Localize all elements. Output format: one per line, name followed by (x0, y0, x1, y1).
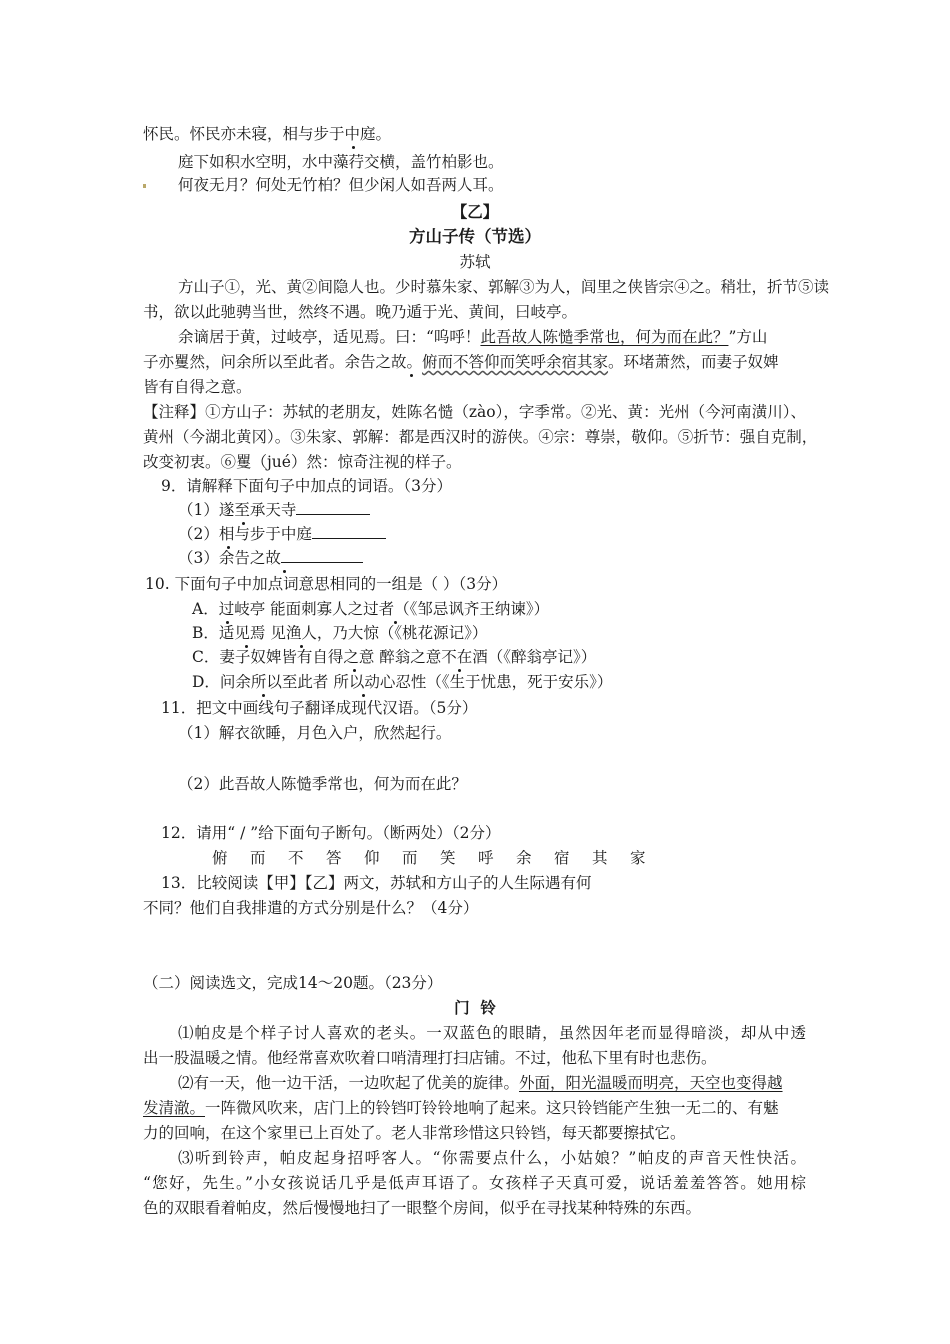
emphasis-dot (410, 374, 413, 377)
note-line-3: 改变初衷。⑥矍（jué）然：惊奇注视的样子。 (143, 453, 462, 471)
story-p3-line-1: ⑶听到铃声，帕皮起身招呼客人。“你需要点什么，小姑娘？”帕皮的声音天性快活。 (178, 1149, 806, 1167)
yi-p1-line-1: 方山子①，光、黄②间隐人也。少时慕朱家、郭解③为人，闾里之侠皆宗④之。稍壮，折节⑤读 (178, 278, 830, 296)
option-a: A．过岐亭 能面刺寡人之过者（《邹忌讽齐王纳谏》） (192, 600, 550, 618)
underlined-sentence: 发清澈。 (143, 1099, 206, 1117)
sentence-char: 呼 (478, 849, 494, 867)
question-9: 9．请解释下面句子中加点的词语。（3分） (161, 477, 452, 495)
story-p3-line-3: 色的双眼看着帕皮，然后慢慢地扫了一眼整个房间，似乎在寻找某种特殊的东西。 (143, 1199, 702, 1217)
yi-p2-line-1 (178, 326, 767, 348)
yi-p2-text: 余谪居于黄，过岐亭，适见焉。曰：“呜呼！ (178, 328, 481, 346)
jia-line-3: 何夜无月？何处无竹柏？但少闲人如吾两人耳。 (178, 176, 504, 194)
q9-1-text: （1）遂至承天寺 (178, 501, 297, 519)
question-13-line-2: 不同？他们自我排遣的方式分别是什么？（4分） (143, 899, 479, 917)
yi-p2-line-3: 皆有自得之意。 (143, 378, 252, 396)
sentence-char: 笑 (440, 849, 456, 867)
question-9-1 (178, 499, 370, 521)
sentence-char: 答 (326, 849, 342, 867)
yi-p2-text: 子亦矍然，问余所以至此者。余告之故。 (143, 353, 423, 371)
underlined-sentence: 外面，阳光温暖而明亮，天空也变得越 (519, 1074, 783, 1092)
yi-author: 苏轼 (459, 253, 491, 271)
q9-2-text: （2）相与步于中庭 (178, 525, 312, 543)
question-13-line-1: 13．比较阅读【甲】【乙】两文，苏轼和方山子的人生际遇有何 (161, 874, 592, 892)
question-12: 12．请用“ / ”给下面句子断句。（断两处）（2分） (161, 824, 501, 842)
question-9-2 (178, 523, 386, 545)
question-11-2: （2）此吾故人陈慥季常也，何为而在此？ (178, 775, 467, 793)
section-2-heading: （二）阅读选文，完成14～20题。（23分） (143, 974, 443, 992)
yi-p2-text: 。环堵萧然，而妻子奴婢 (608, 353, 779, 371)
story-p2-line-2 (143, 1097, 779, 1119)
sentence-char: 而 (402, 849, 418, 867)
yi-p2-text: ”方山 (728, 328, 768, 346)
answer-blank[interactable] (296, 499, 370, 515)
answer-blank[interactable] (312, 523, 386, 539)
underlined-sentence-2: 俯而不答仰而笑呼余宿其家 (422, 353, 609, 371)
q9-3-text: （3）余告之故 (178, 549, 281, 567)
story-p1-line-1: ⑴帕皮是个样子讨人喜欢的老头。一双蓝色的眼睛，虽然因年老而显得暗淡，却从中透 (178, 1024, 806, 1042)
underlined-sentence-1: 此吾故人陈慥季常也，何为而在此？ (480, 328, 729, 346)
note-line-2: 黄州（今湖北黄冈）。③朱家、郭解：都是西汉时的游侠。④宗：尊崇，敬仰。⑤折节：强自克制， (143, 428, 818, 446)
option-b: B．适见焉 见渔人，乃大惊（《桃花源记》） (192, 624, 488, 642)
question-11: 11．把文中画线句子翻译成现代汉语。（5分） (161, 699, 478, 717)
answer-blank[interactable] (281, 547, 363, 563)
sentence-char: 而 (250, 849, 266, 867)
question-10: 10. 下面句子中加点词意思相同的一组是（ ）（3分） (145, 575, 508, 593)
sentence-char: 余 (516, 849, 532, 867)
sentence-char: 宿 (554, 849, 570, 867)
story-title: 门 铃 (454, 998, 496, 1017)
jia-line-1: 怀民。怀民亦未寝，相与步于中庭。 (143, 125, 392, 143)
yi-tag: 【乙】 (451, 202, 499, 221)
question-11-1: （1）解衣欲睡，月色入户，欣然起行。 (178, 724, 452, 742)
sentence-char: 家 (630, 849, 646, 867)
scan-mark (143, 184, 146, 188)
option-d: D．问余所以至此者 所以动心忍性（《生于忧患，死于安乐》） (192, 673, 613, 691)
story-text: 一阵微风吹来，店门上的铃铛叮铃铃地响了起来。这只铃铛能产生独一无二的、有魅 (205, 1099, 779, 1117)
yi-p2-line-2 (143, 351, 779, 373)
sentence-char: 仰 (364, 849, 380, 867)
punctuation-sentence[interactable] (212, 847, 668, 869)
note-line-1: 【注释】①方山子：苏轼的老朋友，姓陈名慥（zào），字季常。②光、黄：光州（今河南潢川）、 (143, 403, 806, 421)
sentence-char: 不 (288, 849, 304, 867)
story-p3-line-2: “您好，先生。”小女孩说话几乎是低声耳语了。女孩样子天真可爱，说话羞羞答答。她用棕 (143, 1174, 806, 1192)
story-text: ⑵有一天，他一边干活，一边吹起了优美的旋律。 (178, 1074, 520, 1092)
story-p2-line-3: 力的回响，在这个家里已上百处了。老人非常珍惜这只铃铛，每天都要擦拭它。 (143, 1124, 686, 1142)
yi-p1-line-2: 书，欲以此驰骋当世，然终不遇。晚乃遁于光、黄间，曰岐亭。 (143, 303, 578, 321)
sentence-char: 俯 (212, 849, 228, 867)
sentence-char: 其 (592, 849, 608, 867)
story-p2-line-1 (178, 1072, 783, 1094)
question-9-3 (178, 547, 363, 569)
yi-title: 方山子传（节选） (409, 227, 541, 246)
jia-line-2: 庭下如积水空明，水中藻荇交横，盖竹柏影也。 (178, 153, 504, 171)
emphasis-dot (352, 146, 355, 149)
option-c: C．妻子奴婢皆有自得之意 醉翁之意不在酒（《醉翁亭记》） (192, 648, 597, 666)
story-p1-line-2: 出一股温暖之情。他经常喜欢吹着口哨清理打扫店铺。不过，他私下里有时也悲伤。 (143, 1049, 717, 1067)
